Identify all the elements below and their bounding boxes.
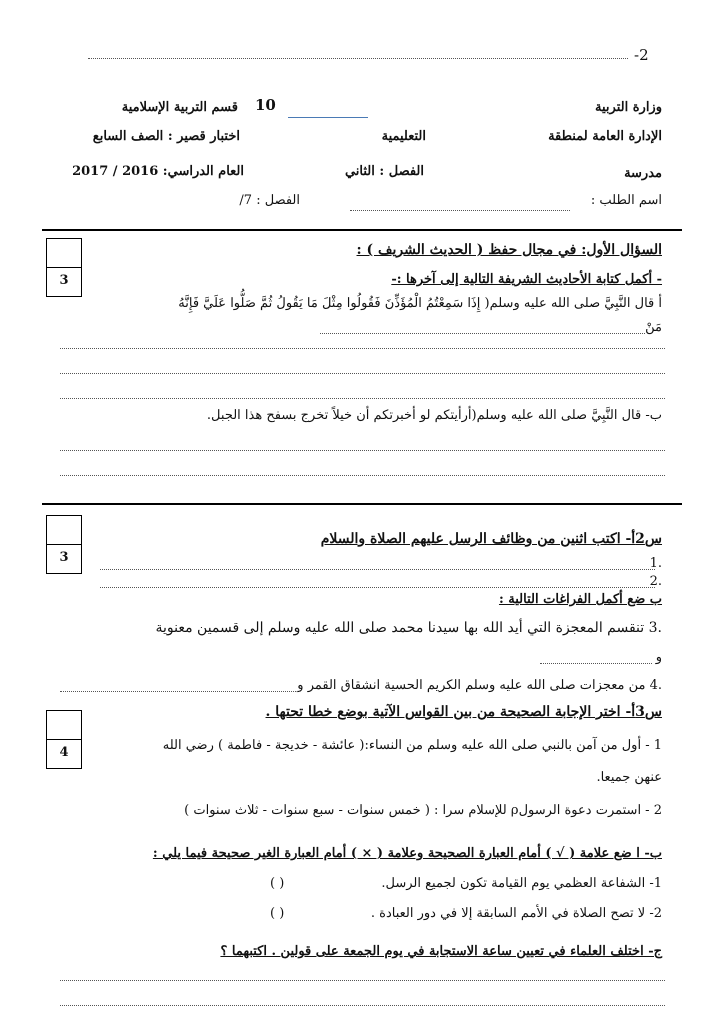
q3-c-title: ج- اختلف العلماء في تعيين ساعة الاستجابة في يوم الجمعة على قولين . اكتبهما ؟: [220, 944, 662, 959]
section-divider: [42, 503, 682, 505]
q3-mark: 4: [59, 745, 69, 760]
score-total: 10: [255, 96, 276, 114]
semester-label: الفصل : الثاني: [344, 164, 424, 179]
q2-mark: 3: [59, 550, 69, 565]
school-label: مدرسة: [624, 166, 662, 181]
q3-item2: 2 - استمرت دعوة الرسولρ للإسلام سرا : ( خمس سنوات - سبع سنوات - ثلاث سنوات ): [184, 803, 662, 818]
q3-tf1: 1- الشفاعة العظمي يوم القيامة تكون لجميع الرسل.: [381, 876, 662, 891]
student-name-field[interactable]: [350, 210, 570, 211]
q2-fill3-answer[interactable]: [540, 663, 652, 664]
year-label: العام الدراسي: 2016 / 2017: [72, 164, 244, 179]
q2-fill-title: ب ضع أكمل الفراغات التالية :: [498, 592, 662, 607]
hadith-b-answer-2[interactable]: [60, 475, 665, 476]
department-label: قسم التربية الإسلامية: [121, 100, 238, 115]
q2-title: س2أ- اكتب اثنين من وظائف الرسل عليهم الصلاة والسلام: [320, 531, 662, 547]
q3-tf1-answer[interactable]: ( ): [270, 876, 285, 891]
admin-label: الإدارة العامة لمنطقة: [548, 129, 662, 144]
q3-mark-box: [46, 710, 82, 769]
hadith-a-line2: مَنْ: [645, 320, 662, 335]
q1-mark: 3: [59, 273, 69, 288]
ministry-label: وزارة التربية: [595, 100, 662, 115]
top-dotted-line: [88, 58, 628, 59]
q2-mark-box: [46, 515, 82, 574]
educational-label: التعليمية: [381, 129, 426, 144]
hadith-a-answer-1[interactable]: [320, 333, 645, 334]
exam-label: اختبار قصير : الصف السابع: [92, 129, 240, 144]
q2-fill4-answer[interactable]: [60, 691, 300, 692]
class-label: الفصل : 7/: [239, 193, 300, 208]
score-underline: [288, 117, 368, 118]
q3-tf-title: ب- ا ضع علامة ( √ ) أمام العبارة الصحيحة وعلامة ( × ) أمام العبارة الغير صحيحة فيما يلي :: [152, 846, 662, 861]
q3-title: س3أ- اختر الإجابة الصحيحة من بين القواس الآتية بوضع خطا تحتها .: [265, 704, 662, 720]
q1-mark-box: [46, 238, 82, 297]
q3-c-answer-2[interactable]: [60, 1005, 665, 1006]
section-divider: [42, 229, 682, 231]
hadith-b: ب- قال النَّبِيَّ صلى الله عليه وسلم(أرأيتكم لو أخبرتكم أن خيلاً تخرج بسفح هذا الجبل.: [206, 408, 662, 423]
q2-item1-answer[interactable]: [100, 569, 655, 570]
q2-item2-answer[interactable]: [100, 587, 655, 588]
hadith-a-answer-2[interactable]: [60, 348, 665, 349]
page-number: -2: [634, 46, 649, 64]
q3-tf2: 2- لا تصح الصلاة في الأمم السابقة إلا في دور العبادة .: [370, 906, 662, 921]
q3-item1: 1 - أول من آمن بالنبي صلى الله عليه وسلم من النساء:( عائشة - خديجة - فاطمة ) رضي الله: [162, 738, 662, 753]
q3-item1-cont: عنهن جميعا.: [596, 770, 662, 785]
q2-item2: .2: [649, 574, 662, 589]
q1-instruction: - أكمل كتابة الأحاديث الشريفة التالية إلى آخرها :-: [391, 272, 662, 287]
q2-item1: .1: [649, 556, 662, 571]
q1-title: السؤال الأول: في مجال حفظ ( الحديث الشريف ) :: [356, 242, 662, 258]
hadith-a-answer-4[interactable]: [60, 398, 665, 399]
hadith-b-answer-1[interactable]: [60, 450, 665, 451]
q2-fill3-cont: و: [655, 650, 662, 665]
student-name-label: اسم الطلب :: [590, 193, 662, 208]
q2-fill3: .3 تنقسم المعجزة التي أيد الله بها سيدنا محمد صلى الله عليه وسلم إلى قسمين معنوية: [155, 620, 662, 636]
q3-tf2-answer[interactable]: ( ): [270, 906, 285, 921]
hadith-a-answer-3[interactable]: [60, 373, 665, 374]
q3-c-answer-1[interactable]: [60, 980, 665, 981]
q2-fill4: .4 من معجزات صلى الله عليه وسلم الكريم الحسية انشقاق القمر و: [297, 678, 662, 693]
hadith-a-line1: أ قال النَّبِيَّ صلى الله عليه وسلم( إِذَا سَمِعْتُمُ الْمُؤَذِّنَ فَقُولُوا مِثْلَ مَا يَقُولُ ثُمَّ صَلُّوا عَلَيَّ فَإِنَّهُ: [178, 296, 662, 311]
